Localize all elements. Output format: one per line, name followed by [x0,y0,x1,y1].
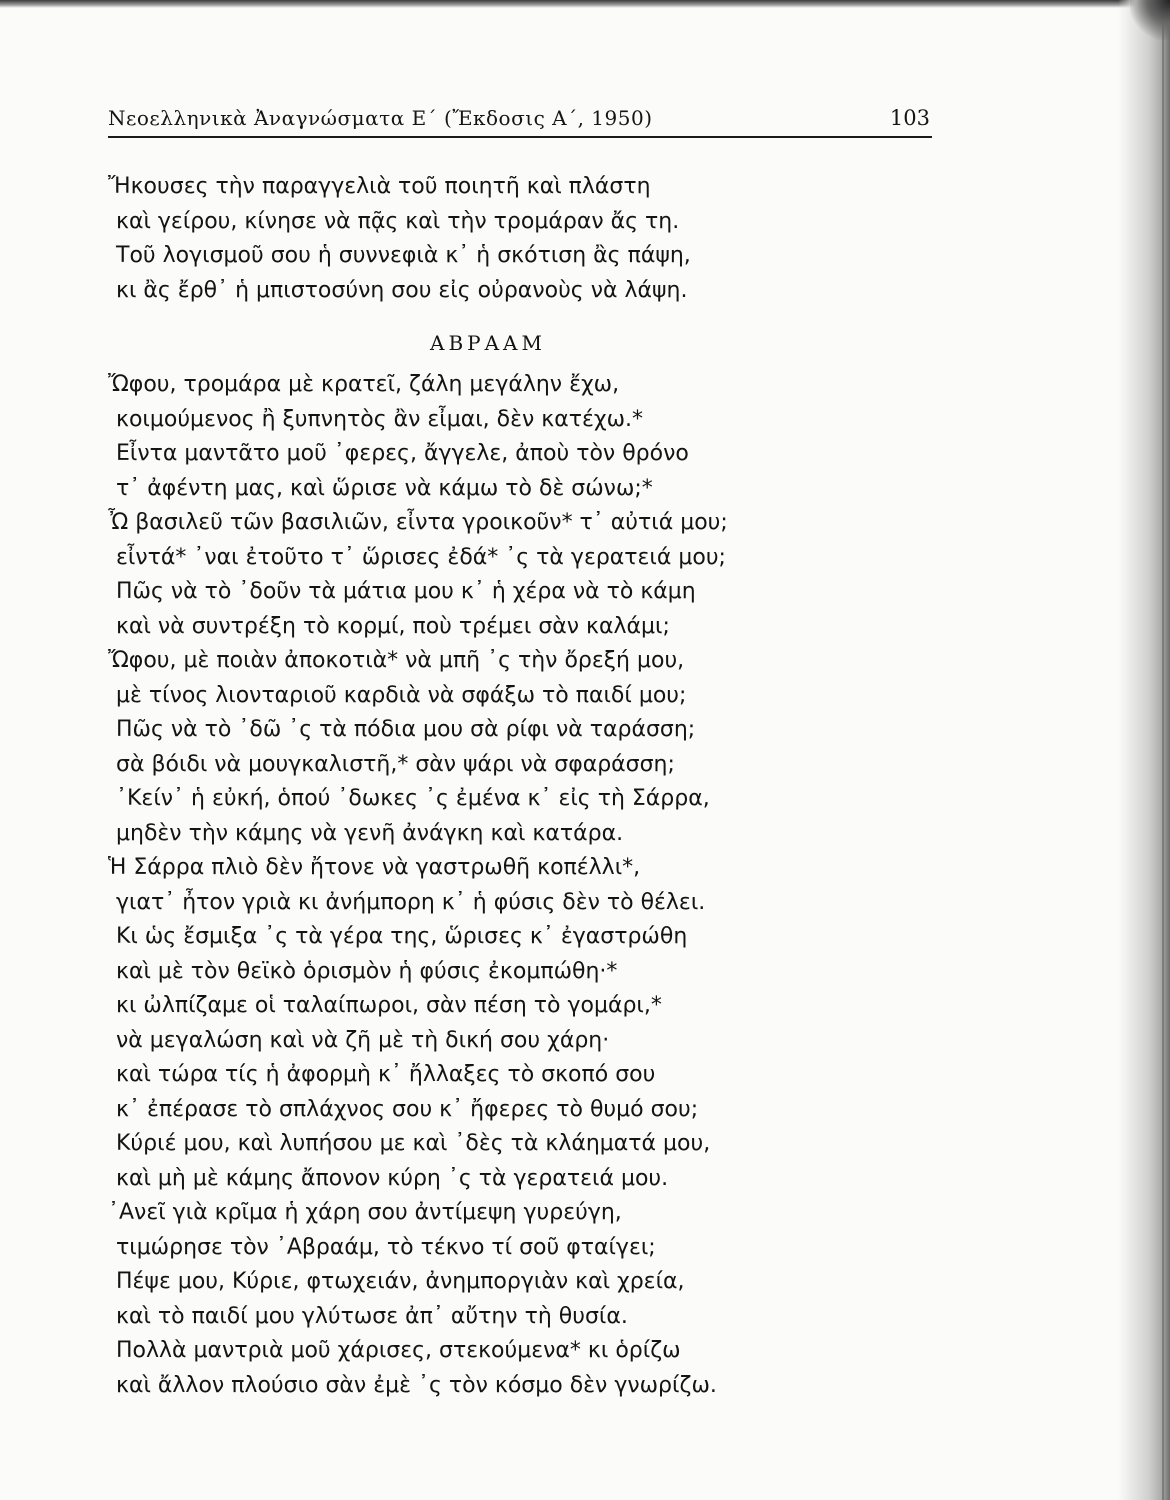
poem-text [108,170,868,1403]
verse-line: Πέψε μου, Κύριε, φτωχειάν, ἀνημποργιὰν καὶ χρεία, [116,1269,685,1294]
verse-line: καὶ τὸ παιδί μου γλύτωσε ἀπ᾽ αὔτην τὴ θυσία. [116,1303,628,1329]
verse-line: καὶ ἄλλον πλούσιο σὰν ἐμὲ ᾽ς τὸν κόσμο δὲν γνωρίζω. [116,1372,717,1398]
verse-line: μηδὲν τὴν κάμης νὰ γενῆ ἀνάγκη καὶ κατάρα. [116,820,624,846]
verse-line: κοιμούμενος ἢ ξυπνητὸς ἂν εἶμαι, δὲν κατέχω.* [116,406,644,432]
page-corner-shadow [1130,0,1170,40]
verse-line: νὰ μεγαλώση καὶ νὰ ζῆ μὲ τὴ δική σου χάρη· [116,1027,610,1053]
verse-line: μὲ τίνος λιονταριοῦ καρδιὰ νὰ σφάξω τὸ παιδί μου; [116,682,687,708]
verse-line: τιμώρησε τὸν ᾽Αβραάμ, τὸ τέκνο τί σοῦ φταίγει; [116,1234,656,1260]
verse-line: Κύριέ μου, καὶ λυπήσου με καὶ ᾽δὲς τὰ κλάηματά μου, [116,1131,711,1156]
verse-line: Ὦ βασιλεῦ τῶν βασιλιῶν, εἶντα γροικοῦν* τ᾽ αὐτιά μου; [108,510,728,535]
book-spine-edge [1118,0,1170,1500]
verse-line: τ᾽ ἀφέντη μας, καὶ ὥρισε νὰ κάμω τὸ δὲ σώνω;* [116,475,653,501]
verse-line: γιατ᾽ ἦτον γριὰ κι ἀνήμπορη κ᾽ ἡ φύσις δὲν τὸ θέλει. [116,889,706,915]
verse-line: Κι ὡς ἔσμιξα ᾽ς τὰ γέρα της, ὥρισες κ᾽ ἐγαστρώθη [116,924,688,949]
verse-line: καὶ γείρου, κίνησε νὰ πᾷς καὶ τὴν τρομάραν ἄς τη. [116,208,680,234]
verse-line: κι ἂς ἔρθ᾽ ἡ μπιστοσύνη σου εἰς οὐρανοὺς νὰ λάψη. [116,277,688,303]
verse-line: Ὤφου, τρομάρα μὲ κρατεῖ, ζάλη μεγάλην ἔχω, [108,372,620,397]
verse-line: σὰ βόιδι νὰ μουγκαλιστῆ,* σὰν ψάρι νὰ σφαράσση; [116,751,675,777]
verse-line: Πῶς νὰ τὸ ᾽δῶ ᾽ς τὰ πόδια μου σὰ ρίφι νὰ ταράσση; [116,717,696,742]
page-number: 103 [889,106,930,130]
running-title: Νεοελληνικὰ Ἀναγνώσματα Ε΄ (Ἔκδοσις Α΄, 1950) [108,106,653,130]
verse-line: Ἡ Σάρρα πλιὸ δὲν ἤτονε νὰ γαστρωθῆ κοπέλλι*, [108,855,641,880]
verse-line: κι ὠλπίζαμε οἱ ταλαίπωροι, σὰν πέση τὸ γομάρι,* [116,993,662,1018]
verse-line: ᾽Κείν᾽ ἡ εὐκή, ὁπού ᾽δωκες ᾽ς ἐμένα κ᾽ εἰς τὴ Σάρρα, [116,786,710,811]
verse-line: Πολλὰ μαντριὰ μοῦ χάρισες, στεκούμενα* κι ὁρίζω [116,1338,681,1363]
verse-line: ᾽Ανεῖ γιὰ κρῖμα ἡ χάρη σου ἀντίμεψη γυρεύγη, [108,1200,622,1225]
verse-line: Εἶντα μαντᾶτο μοῦ ᾽φερες, ἄγγελε, ἀποὺ τὸν θρόνο [116,441,689,466]
verse-line: εἶντά* ᾽ναι ἐτοῦτο τ᾽ ὥρισες ἐδά* ᾽ς τὰ γερατειά μου; [116,544,726,570]
verse-line: Τοῦ λογισμοῦ σου ἡ συννεφιὰ κ᾽ ἡ σκότιση ἂς πάψη, [116,243,691,268]
verse-line: Ἤκουσες τὴν παραγγελιὰ τοῦ ποιητῆ καὶ πλάστη [108,174,651,199]
page-top-shadow [0,0,1170,8]
speaker-heading: ΑΒΡΑΑΜ [430,331,546,355]
verse-line: κ᾽ ἐπέρασε τὸ σπλάχνος σου κ᾽ ἤφερες τὸ θυμό σου; [116,1096,699,1122]
verse-line: καὶ τώρα τίς ἡ ἀφορμὴ κ᾽ ἤλλαξες τὸ σκοπό σου [116,1062,656,1087]
verse-line: Ὤφου, μὲ ποιὰν ἀποκοτιὰ* νὰ μπῆ ᾽ς τὴν ὄρεξή μου, [108,648,685,673]
verse-line: καὶ νὰ συντρέξη τὸ κορμί, ποὺ τρέμει σὰν καλάμι; [116,613,670,639]
verse-line: καὶ μὲ τὸν θεϊκὸ ὁρισμὸν ἡ φύσις ἐκομπώθη·* [116,958,618,984]
verse-line: Πῶς νὰ τὸ ᾽δοῦν τὰ μάτια μου κ᾽ ἡ χέρα νὰ τὸ κάμη [116,579,696,604]
page-header [108,104,932,138]
verse-line: καὶ μὴ μὲ κάμης ἄπονον κύρη ᾽ς τὰ γερατειά μου. [116,1165,669,1191]
